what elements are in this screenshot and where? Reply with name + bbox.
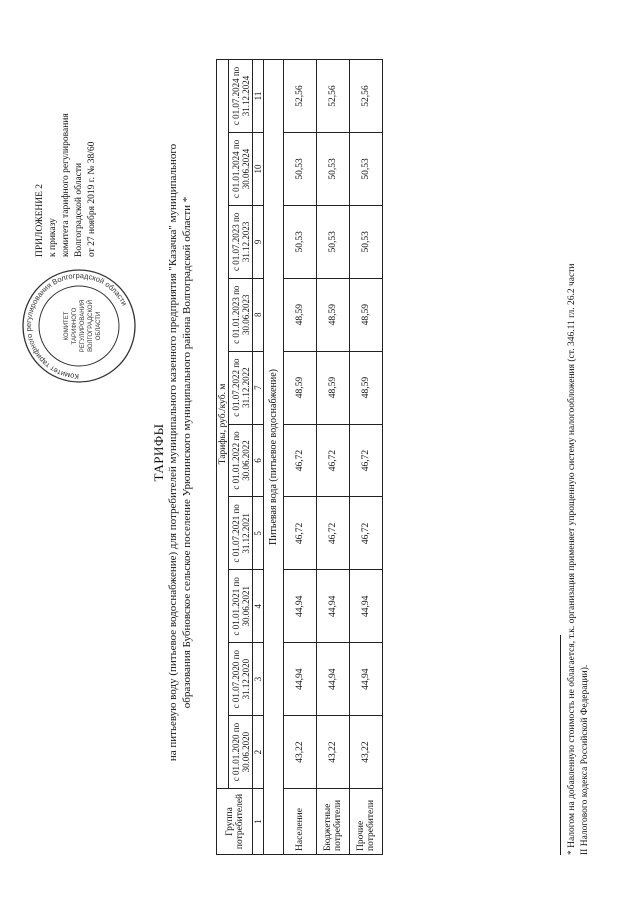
stamp-ring-text: Комитет тарифного регулирования Волгоградской области — [23, 270, 130, 382]
consumer-group-cell: Прочие потребители — [350, 789, 383, 855]
column-number: 11 — [253, 60, 264, 133]
tariff-value-cell: 48,59 — [284, 278, 317, 351]
document-subtitle-line1: на питьевую воду (питьевое водоснабжение) для потребителей муниципального казенного предприятия "Казачка" муниципального — [167, 143, 179, 762]
column-number: 10 — [253, 132, 264, 205]
column-number: 8 — [253, 278, 264, 351]
appendix-committee-line: комитета тарифного регулирования — [61, 113, 71, 257]
period-header: с 01.07.2021 по 31.12.2021 — [229, 497, 253, 570]
tariff-value-cell: 50,53 — [284, 205, 317, 278]
tariff-value-cell: 44,94 — [284, 570, 317, 643]
period-header: с 01.07.2020 по 31.12.2020 — [229, 643, 253, 716]
column-number: 4 — [253, 570, 264, 643]
tariff-value-cell: 48,59 — [350, 351, 383, 424]
tariff-value-cell: 46,72 — [317, 497, 350, 570]
column-number: 2 — [253, 716, 264, 789]
tariff-value-cell: 43,22 — [284, 716, 317, 789]
period-header: с 01.07.2022 по 31.12.2022 — [229, 351, 253, 424]
tariffs-header: Тарифы, руб./куб. м — [217, 60, 229, 789]
tariff-value-cell: 44,94 — [350, 570, 383, 643]
period-header: с 01.07.2023 по 31.12.2023 — [229, 205, 253, 278]
period-header: с 01.07.2024 по 31.12.2024 — [229, 60, 253, 133]
group-header: Группа потребителей — [217, 789, 253, 855]
table-header-row — [217, 60, 229, 855]
period-header-row — [229, 60, 253, 855]
footnote-line2: II Налогового кодекса Российской Федерации). — [580, 664, 590, 855]
period-header: с 01.01.2020 по 30.06.2020 — [229, 716, 253, 789]
official-stamp — [20, 267, 138, 385]
svg-text:КОМИТЕТ: КОМИТЕТ — [64, 311, 70, 341]
svg-text:ВОЛГОГРАДСКОЙ: ВОЛГОГРАДСКОЙ — [88, 300, 94, 352]
column-number: 1 — [253, 789, 264, 855]
column-number: 7 — [253, 351, 264, 424]
tariff-value-cell: 50,53 — [350, 132, 383, 205]
appendix-region-line: Волгоградской области — [74, 162, 84, 257]
appendix-label: ПРИЛОЖЕНИЕ 2 — [35, 183, 45, 257]
column-number: 3 — [253, 643, 264, 716]
svg-text:ОБЛАСТИ: ОБЛАСТИ — [96, 311, 102, 341]
footnote — [566, 15, 592, 855]
tariff-value-cell: 44,94 — [350, 643, 383, 716]
tariff-value-cell: 48,59 — [350, 278, 383, 351]
tariff-value-cell: 46,72 — [350, 497, 383, 570]
tariff-value-cell: 43,22 — [317, 716, 350, 789]
period-header: с 01.01.2022 по 30.06.2022 — [229, 424, 253, 497]
table-row — [284, 60, 317, 855]
tariff-value-cell: 44,94 — [284, 643, 317, 716]
column-number: 6 — [253, 424, 264, 497]
column-number: 5 — [253, 497, 264, 570]
tariff-value-cell: 48,59 — [317, 351, 350, 424]
document-subtitle-line2: образования Бубновское сельское поселение Урюпинского муниципального района Волгоградской области * — [181, 196, 193, 709]
tariff-value-cell: 50,53 — [284, 132, 317, 205]
svg-text:ТАРИФНОГО: ТАРИФНОГО — [72, 307, 78, 345]
document-heading: ТАРИФЫ — [151, 423, 166, 482]
appendix-order-line: к приказу — [48, 218, 58, 257]
appendix-date-line: от 27 ноября 2019 г. № 38/60 — [87, 141, 97, 257]
column-number: 9 — [253, 205, 264, 278]
section-row — [264, 60, 284, 855]
footnote-line1: * Налогом на добавленную стоимость не облагается, т.к. организация применяет упрощенную систему налогообложения (ст. 346.11 гл. 26.2 части — [567, 263, 577, 855]
tariff-value-cell: 50,53 — [317, 205, 350, 278]
tariff-value-cell: 48,59 — [317, 278, 350, 351]
tariff-value-cell: 48,59 — [284, 351, 317, 424]
tariff-value-cell: 50,53 — [350, 205, 383, 278]
tariff-value-cell: 46,72 — [317, 424, 350, 497]
tariff-value-cell: 44,94 — [317, 570, 350, 643]
column-number-row — [253, 60, 264, 855]
tariff-value-cell: 46,72 — [284, 424, 317, 497]
tariff-value-cell: 46,72 — [350, 424, 383, 497]
period-header: с 01.01.2024 по 30.06.2024 — [229, 132, 253, 205]
tariff-table — [216, 59, 383, 855]
tariff-value-cell: 46,72 — [284, 497, 317, 570]
document-title-block — [152, 0, 194, 905]
period-header: с 01.01.2021 по 30.06.2021 — [229, 570, 253, 643]
period-header: с 01.01.2023 по 30.06.2023 — [229, 278, 253, 351]
tariff-value-cell: 52,56 — [350, 60, 383, 133]
tariff-value-cell: 52,56 — [284, 60, 317, 133]
table-row — [350, 60, 383, 855]
appendix-header — [34, 37, 99, 257]
section-label: Питьевая вода (питьевое водоснабжение) — [264, 60, 284, 855]
table-row — [317, 60, 350, 855]
svg-text:РЕГУЛИРОВАНИЯ: РЕГУЛИРОВАНИЯ — [80, 299, 86, 353]
footnote-divider — [560, 635, 561, 855]
tariff-value-cell: 52,56 — [317, 60, 350, 133]
consumer-group-cell: Бюджетные потребители — [317, 789, 350, 855]
tariff-value-cell: 43,22 — [350, 716, 383, 789]
tariff-value-cell: 44,94 — [317, 643, 350, 716]
consumer-group-cell: Население — [284, 789, 317, 855]
tariff-value-cell: 50,53 — [317, 132, 350, 205]
